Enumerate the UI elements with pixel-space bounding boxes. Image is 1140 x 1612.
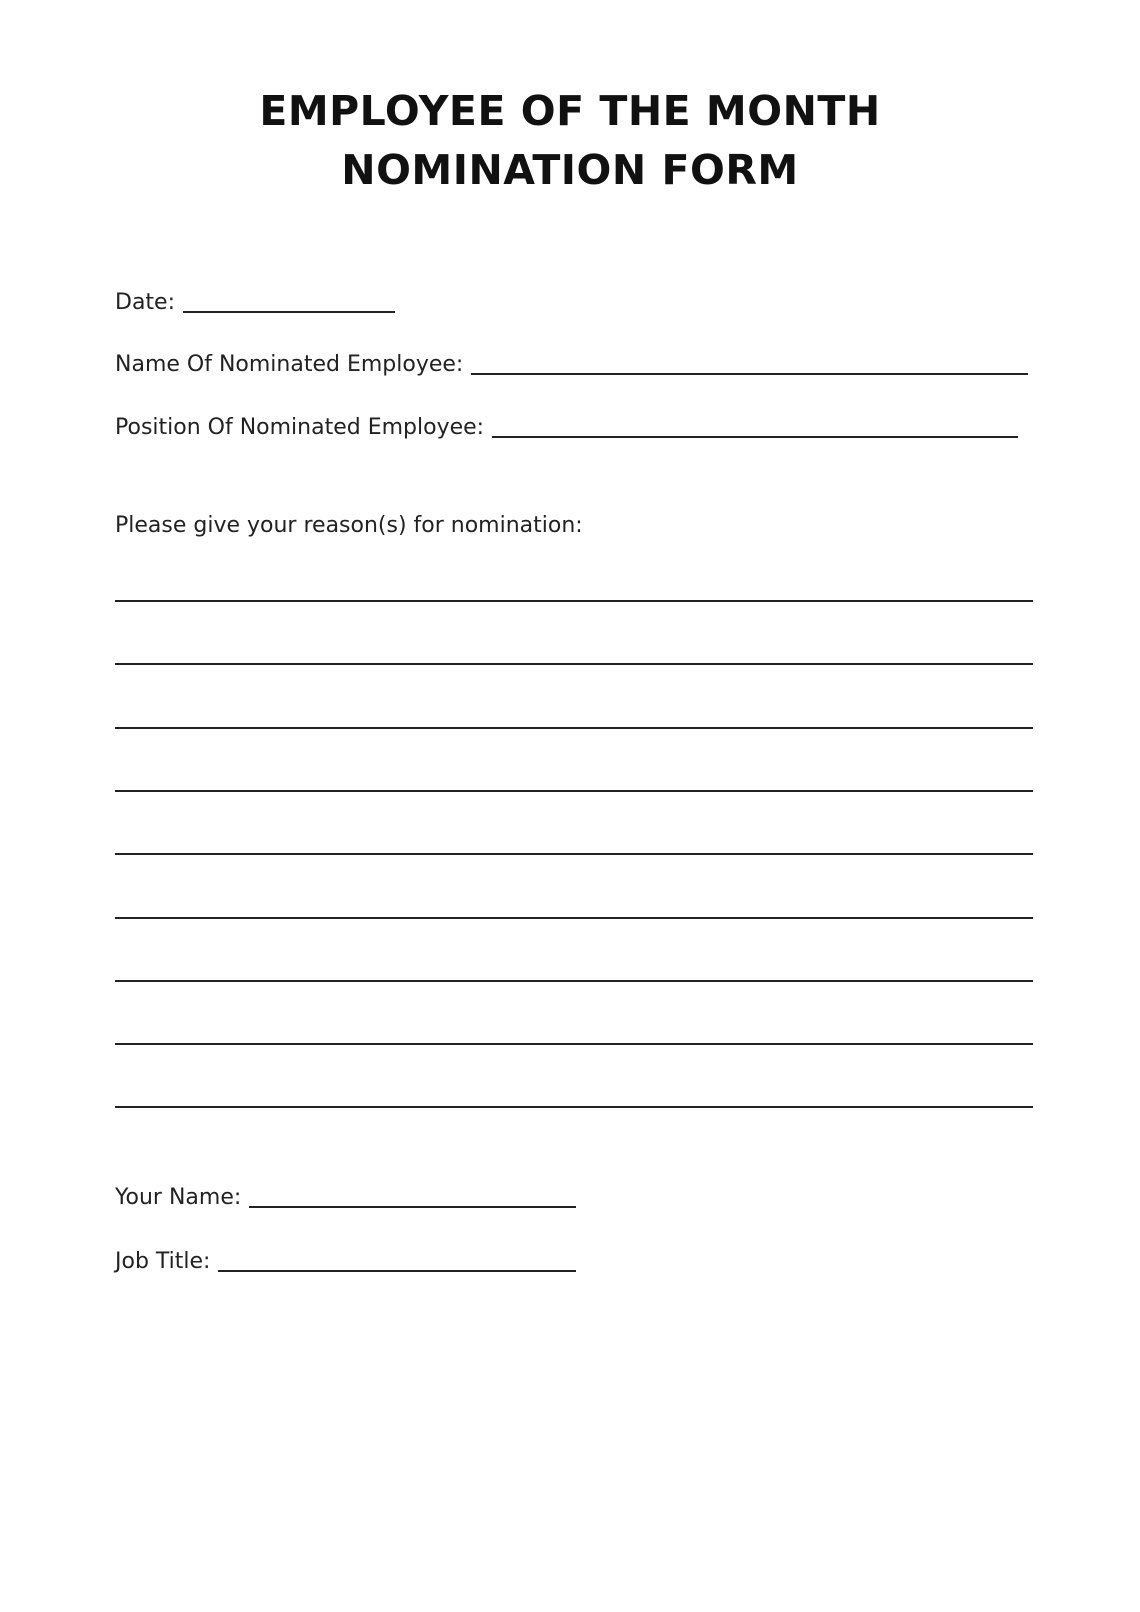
reason-line[interactable] — [115, 1106, 1033, 1108]
nominee-position-label: Position Of Nominated Employee: — [115, 415, 485, 440]
reason-line[interactable] — [115, 790, 1033, 792]
date-field — [115, 283, 395, 317]
reasons-prompt: Please give your reason(s) for nomination: — [115, 513, 583, 538]
nominee-position-blank[interactable] — [492, 435, 1018, 438]
your-name-blank[interactable] — [249, 1205, 576, 1208]
nominee-name-label: Name Of Nominated Employee: — [115, 352, 464, 377]
form-title-line-2: NOMINATION FORM — [341, 146, 799, 194]
nominee-name-blank[interactable] — [471, 372, 1028, 375]
reason-line[interactable] — [115, 917, 1033, 919]
job-title-field — [115, 1242, 576, 1276]
your-name-field — [115, 1178, 576, 1212]
reason-line[interactable] — [115, 600, 1033, 602]
form-title-line-1: EMPLOYEE OF THE MONTH — [259, 87, 881, 135]
reason-line[interactable] — [115, 663, 1033, 665]
reason-line[interactable] — [115, 727, 1033, 729]
nominee-position-field — [115, 408, 1018, 442]
date-label: Date: — [115, 290, 175, 315]
reason-line[interactable] — [115, 980, 1033, 982]
job-title-label: Job Title: — [115, 1249, 211, 1274]
date-blank[interactable] — [183, 310, 395, 313]
nominee-name-field — [115, 345, 1028, 379]
reason-line[interactable] — [115, 1043, 1033, 1045]
reason-line[interactable] — [115, 853, 1033, 855]
job-title-blank[interactable] — [218, 1269, 576, 1272]
your-name-label: Your Name: — [115, 1185, 242, 1210]
